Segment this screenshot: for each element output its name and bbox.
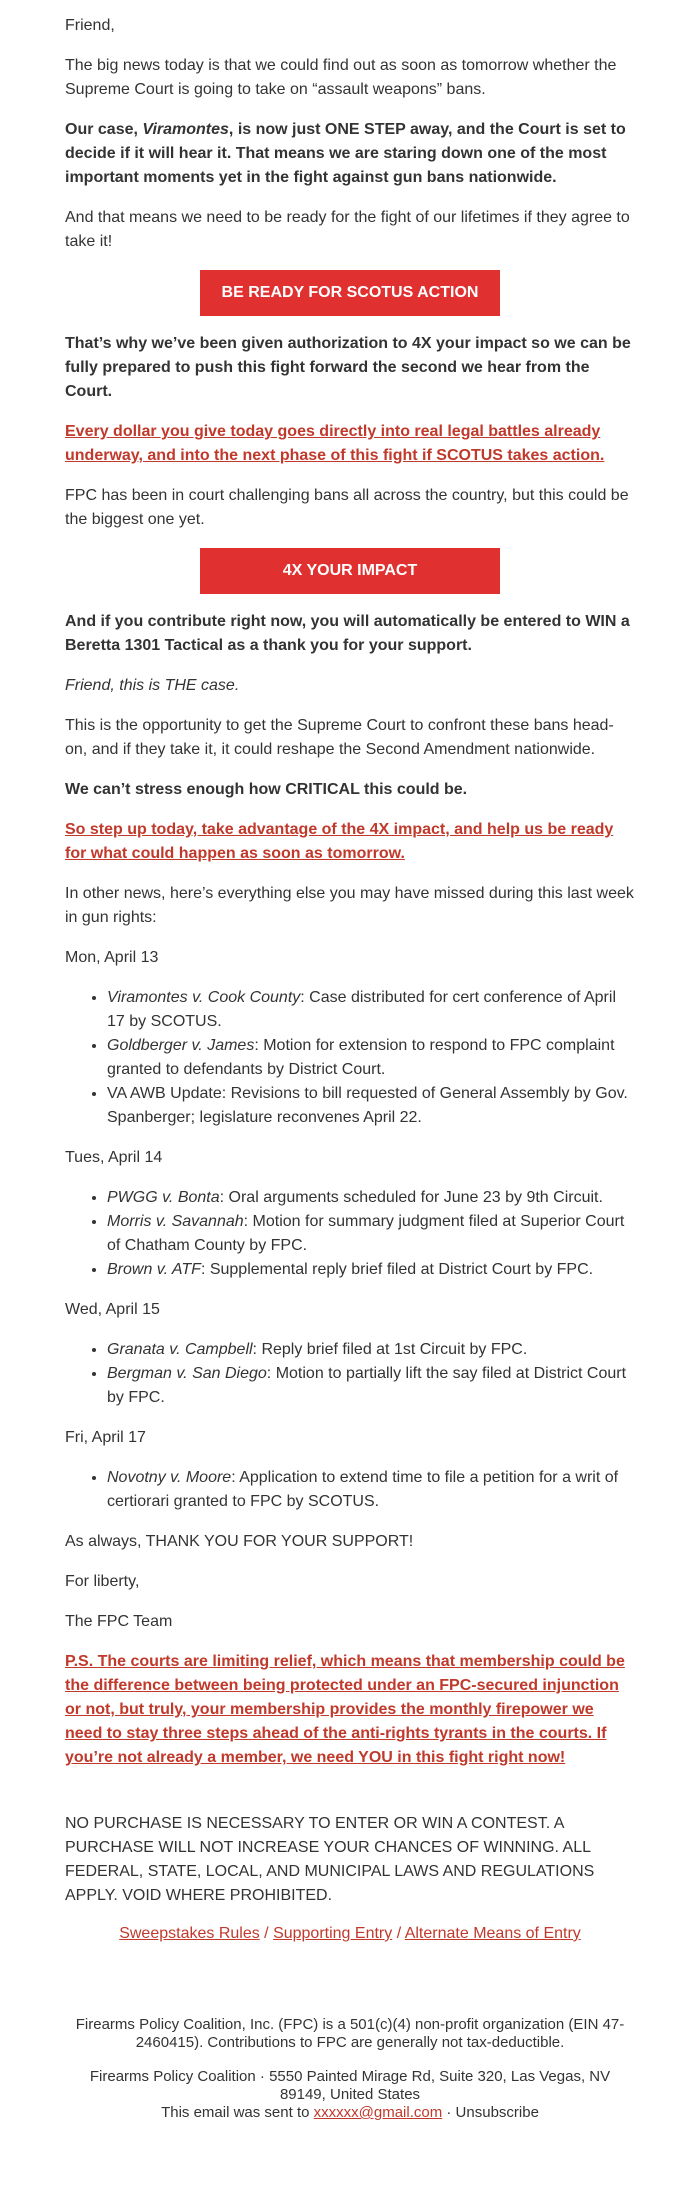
supporting-entry-link[interactable]: Supporting Entry — [273, 1925, 393, 1942]
ps-paragraph — [65, 1650, 635, 1770]
item-text: : Motion to partially lift the say filed at District Court by FPC. — [107, 1365, 627, 1406]
sweepstakes-rules-link[interactable]: Sweepstakes Rules — [119, 1925, 260, 1942]
greeting: Friend, — [65, 17, 115, 34]
sent-to-text: This email was sent to — [161, 2104, 314, 2121]
thanks: As always, THANK YOU FOR YOUR SUPPORT! — [65, 1533, 414, 1550]
case-name: PWGG v. Bonta — [107, 1189, 220, 1206]
list-item — [107, 1338, 635, 1362]
case-name: Goldberger v. James — [107, 1037, 255, 1054]
footer-address — [65, 2068, 635, 2122]
item-text: VA AWB Update: Revisions to bill requested of General Assembly by Gov. Spanberger; legislature reconvenes April 22. — [107, 1085, 628, 1126]
signature: The FPC Team — [65, 1613, 173, 1630]
donate-link-paragraph — [65, 818, 635, 866]
news-list — [65, 1186, 635, 1282]
text: , is now just ONE STEP away, and the Court is set to decide if it will hear it. That means we are staring down one of the most important moments yet in the fight against gun bans nationwide. — [65, 121, 626, 186]
list-item — [107, 1362, 635, 1410]
item-text: : Oral arguments scheduled for June 23 by 9th Circuit. — [219, 1189, 603, 1206]
paragraph-other-news: In other news, here’s everything else you may have missed during this last week in gun rights: — [65, 885, 634, 926]
rules-links — [65, 1922, 635, 1946]
paragraph-giveaway: And if you contribute right now, you will automatically be entered to WIN a Beretta 1301 Tactical as a thank you for your support. — [65, 613, 630, 654]
item-text: : Case distributed for cert conference of April 17 by SCOTUS. — [107, 989, 616, 1030]
scotus-action-button[interactable]: BE READY FOR SCOTUS ACTION — [200, 270, 500, 316]
donate-link-1[interactable]: Every dollar you give today goes directly into real legal battles already underway, and into the next phase of this fight if SCOTUS takes action. — [65, 423, 605, 464]
alternate-entry-link[interactable]: Alternate Means of Entry — [404, 1925, 581, 1942]
news-list — [65, 1338, 635, 1410]
unsubscribe-link[interactable]: Unsubscribe — [455, 2104, 539, 2121]
news-list — [65, 986, 635, 1130]
cta-container — [65, 270, 635, 316]
cta-container — [65, 548, 635, 594]
case-name: Morris v. Savannah — [107, 1213, 244, 1230]
list-item — [107, 1034, 635, 1082]
paragraph-case — [65, 118, 635, 190]
list-item — [107, 1258, 635, 1282]
day-label: Fri, April 17 — [65, 1429, 146, 1446]
legal-disclaimer: NO PURCHASE IS NECESSARY TO ENTER OR WIN A CONTEST. A PURCHASE WILL NOT INCREASE YOUR CHANCES OF WINNING. ALL FEDERAL, STATE, LOCAL, AND MUNICIPAL LAWS AND REGULATIONS APPLY. VOID WHERE PROHIBITED. — [65, 1815, 595, 1904]
separator: / — [259, 1925, 274, 1942]
4x-impact-button[interactable]: 4X YOUR IMPACT — [200, 548, 500, 594]
separator: / — [392, 1925, 405, 1942]
paragraph-intro: The big news today is that we could find out as soon as tomorrow whether the Supreme Court is going to take on “assault weapons” bans. — [65, 57, 617, 98]
paragraph-critical: We can’t stress enough how CRITICAL this could be. — [65, 781, 468, 798]
paragraph-4x: That’s why we’ve been given authorization to 4X your impact so we can be fully prepared to push this fight forward the second we hear from the Court. — [65, 335, 631, 400]
day-label: Mon, April 13 — [65, 949, 159, 966]
case-name: Granata v. Campbell — [107, 1341, 253, 1358]
footer — [65, 2016, 635, 2122]
day-label: Tues, April 14 — [65, 1149, 163, 1166]
list-item — [107, 986, 635, 1034]
donate-link-2[interactable]: So step up today, take advantage of the 4X impact, and help us be ready for what could happen as soon as tomorrow. — [65, 821, 614, 862]
item-text: : Motion for summary judgment filed at Superior Court of Chatham County by FPC. — [107, 1213, 625, 1254]
paragraph-fpc: FPC has been in court challenging bans all across the country, but this could be the biggest one yet. — [65, 487, 629, 528]
news-list — [65, 1466, 635, 1514]
list-item — [107, 1186, 635, 1210]
address-text: Firearms Policy Coalition · 5550 Painted Mirage Rd, Suite 320, Las Vegas, NV 89149, United States — [89, 2068, 611, 2103]
donate-link-paragraph — [65, 420, 635, 468]
day-label: Wed, April 15 — [65, 1301, 160, 1318]
case-name: Brown v. ATF — [107, 1261, 201, 1278]
list-item — [107, 1210, 635, 1258]
item-text: : Supplemental reply brief filed at District Court by FPC. — [200, 1261, 594, 1278]
case-name: Viramontes v. Cook County — [107, 989, 301, 1006]
membership-link[interactable]: P.S. The courts are limiting relief, which means that membership could be the difference between being protected under an FPC-secured injunction or not, but truly, your membership provides the monthly firepower we need to stay three steps ahead of the anti-rights tyrants in the courts. If you’re not already a member, we need YOU in this fight right now! — [65, 1653, 625, 1766]
item-text: : Motion for extension to respond to FPC complaint granted to defendants by District Court. — [107, 1037, 615, 1078]
separator: · — [442, 2104, 456, 2121]
text: Our case, — [65, 121, 143, 138]
paragraph-opportunity: This is the opportunity to get the Supreme Court to confront these bans head-on, and if they take it, it could reshape the Second Amendment nationwide. — [65, 717, 614, 758]
signoff: For liberty, — [65, 1573, 140, 1590]
list-item — [107, 1466, 635, 1514]
recipient-email-link[interactable]: xxxxxx@gmail.com — [313, 2104, 443, 2121]
case-name: Viramontes — [142, 121, 229, 138]
item-text: : Reply brief filed at 1st Circuit by FPC. — [252, 1341, 528, 1358]
paragraph-ready: And that means we need to be ready for the fight of our lifetimes if they agree to take it! — [65, 209, 630, 250]
item-text: : Application to extend time to file a petition for a writ of certiorari granted to FPC by SCOTUS. — [107, 1469, 619, 1510]
footer-org: Firearms Policy Coalition, Inc. (FPC) is a 501(c)(4) non-profit organization (EIN 47-2460415). Contributions to FPC are generally not tax-deductible. — [75, 2016, 625, 2051]
paragraph-this-case: Friend, this is THE case. — [65, 677, 240, 694]
case-name: Bergman v. San Diego — [107, 1365, 267, 1382]
list-item — [107, 1082, 635, 1130]
case-name: Novotny v. Moore — [107, 1469, 232, 1486]
